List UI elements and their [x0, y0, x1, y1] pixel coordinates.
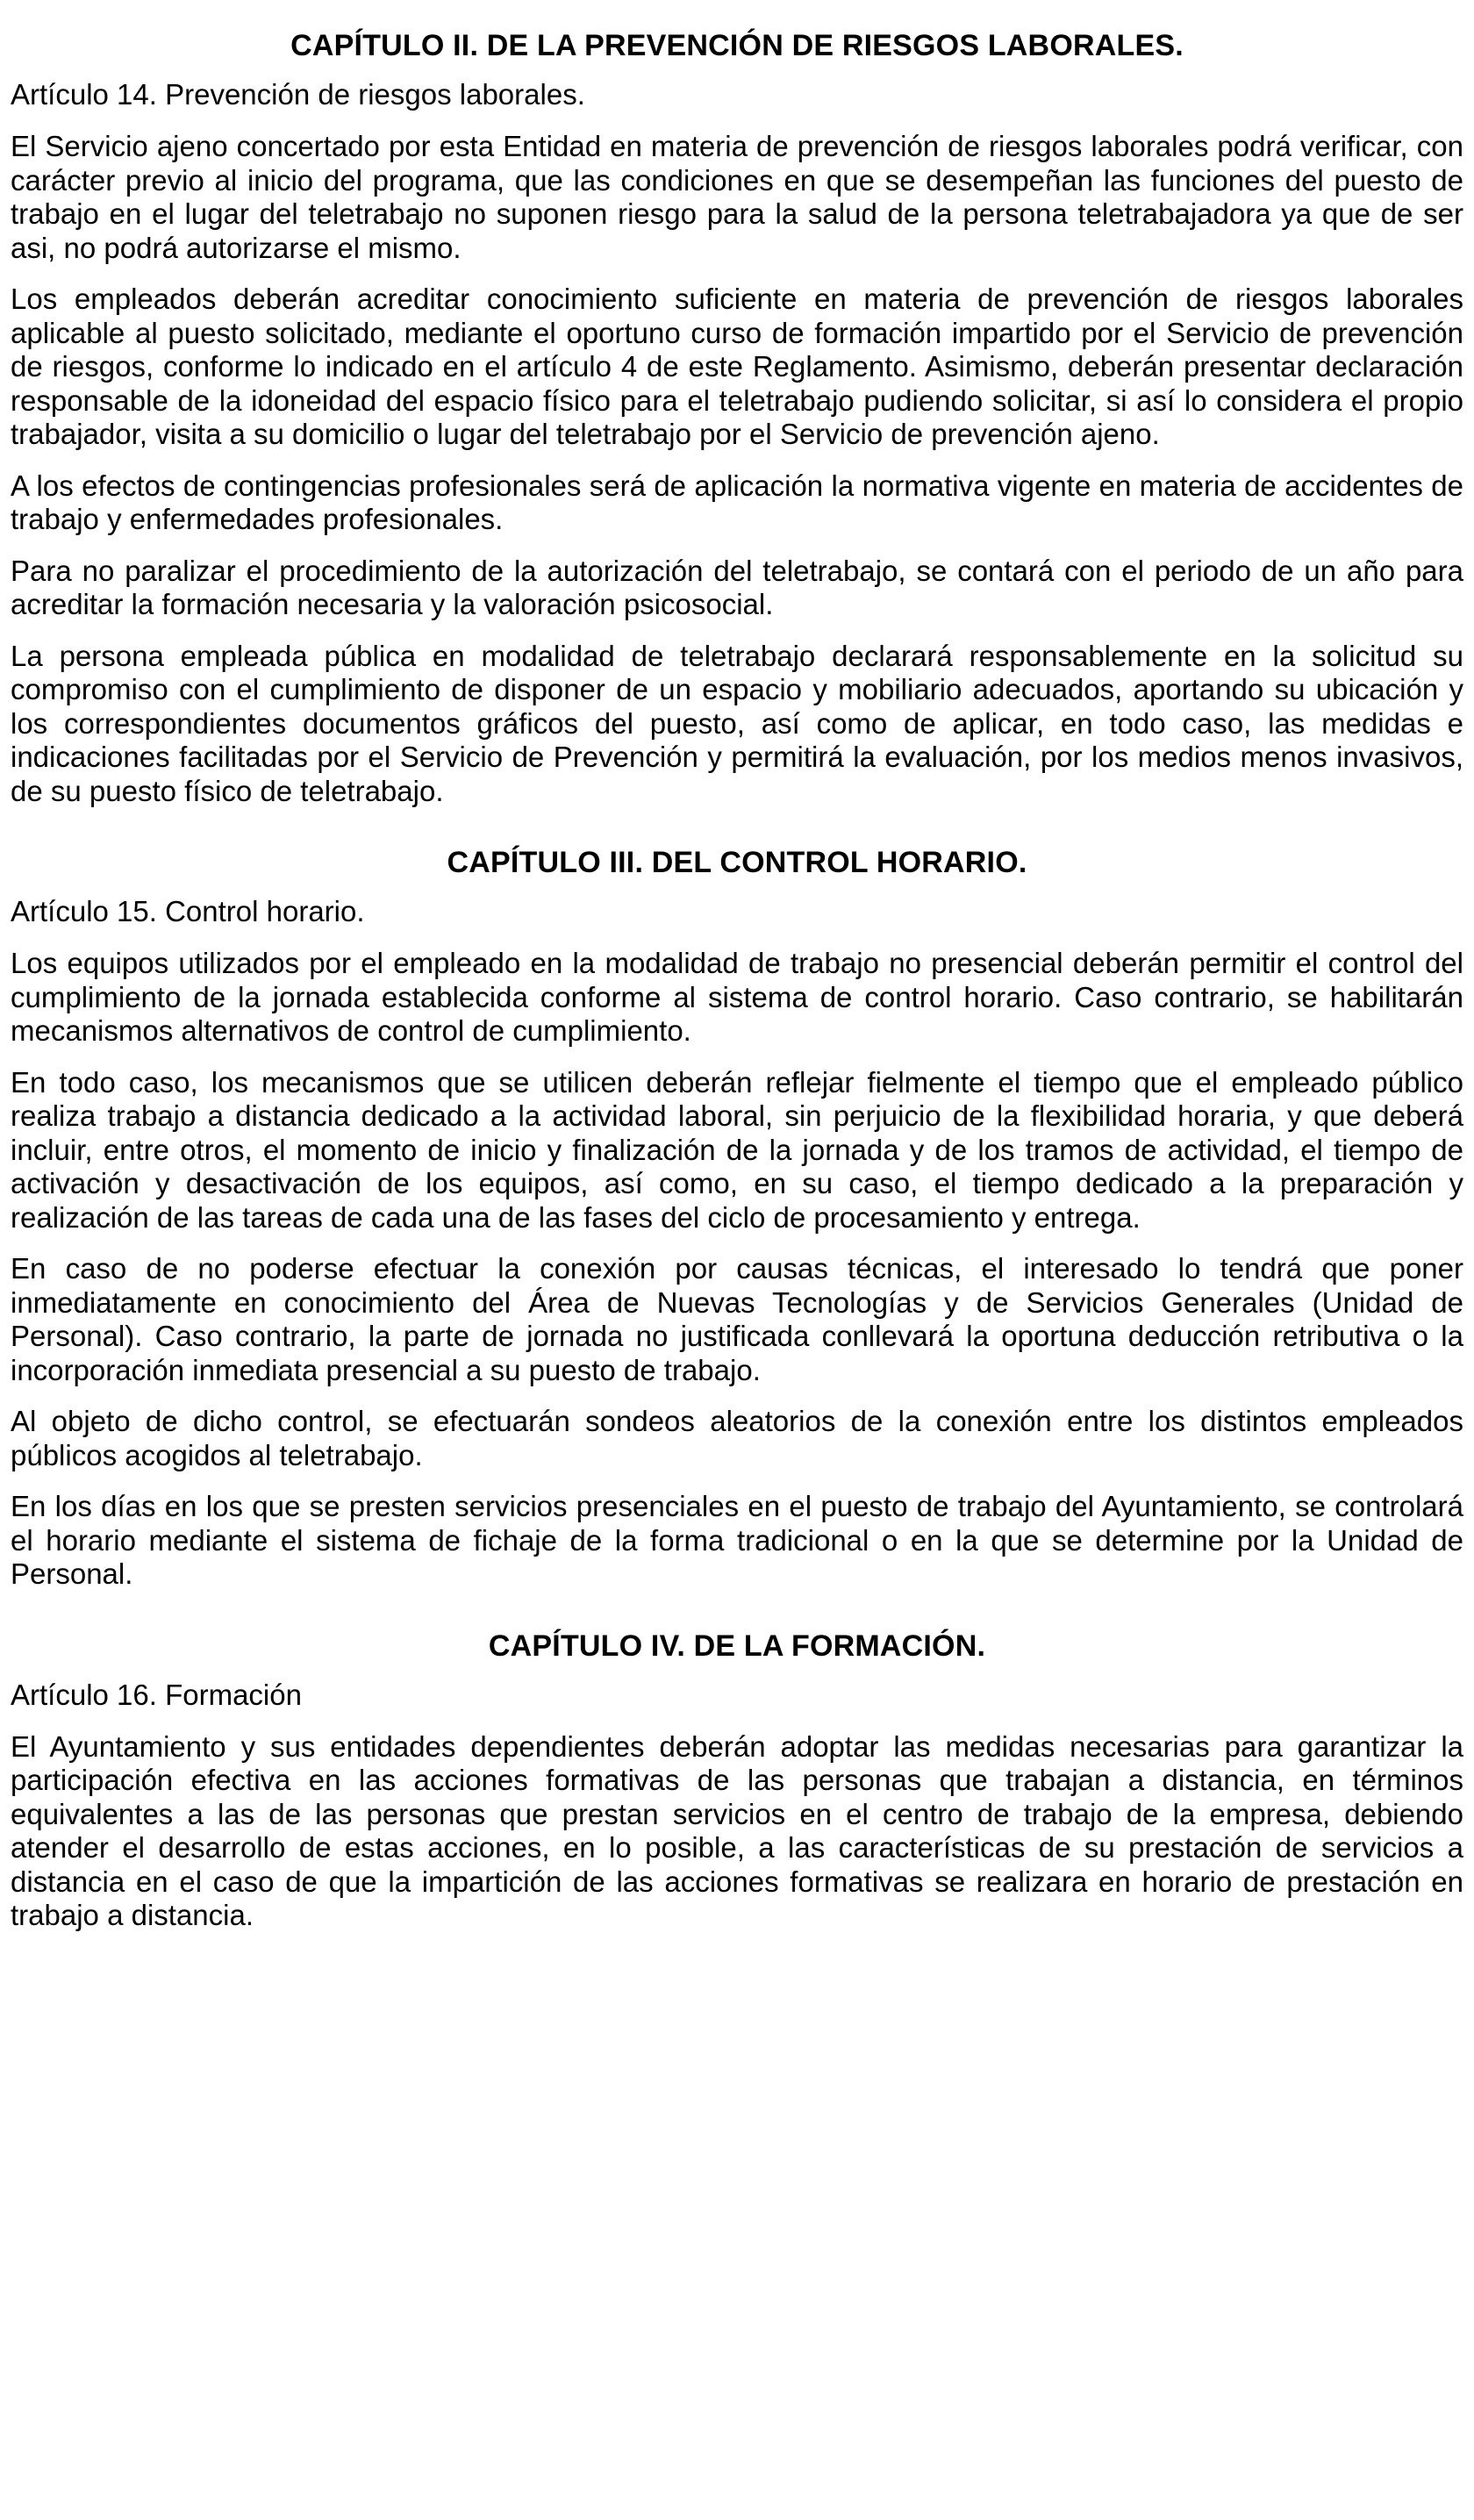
paragraph: Los equipos utilizados por el empleado en la modalidad de trabajo no presencial deberán permitir el control del cumplimiento de la jornada establecida conforme al sistema de control horario. Caso contrario, se habilitarán mecanismos alternativos de control de cumplimiento.: [11, 947, 1463, 1047]
chapter-iv-section: [11, 1629, 1463, 1933]
paragraph: El Servicio ajeno concertado por esta Entidad en materia de prevención de riesgos laborales podrá verificar, con carácter previo al inicio del programa, que las condiciones en que se desempeñan las funciones del puesto de trabajo en el lugar del teletrabajo no suponen riesgo para la salud de la persona teletrabajadora ya que de ser asi, no podrá autorizarse el mismo.: [11, 130, 1463, 264]
chapter-heading: CAPÍTULO III. DEL CONTROL HORARIO.: [447, 846, 1027, 879]
chapter-ii-section: [11, 28, 1463, 808]
chapter-iii-section: [11, 845, 1463, 1592]
paragraph: En todo caso, los mecanismos que se utilicen deberán reflejar fielmente el tiempo que el empleado público realiza trabajo a distancia dedicado a la actividad laboral, sin perjuicio de la flexibilidad horaria, y que deberá incluir, entre otros, el momento de inicio y finalización de la jornada y de los tramos de actividad, el tiempo de activación y desactivación de los equipos, así como, en su caso, el tiempo dedicado a la preparación y realización de las tareas de cada una de las fases del ciclo de procesamiento y entrega.: [11, 1065, 1463, 1234]
paragraph: Al objeto de dicho control, se efectuarán sondeos aleatorios de la conexión entre los distintos empleados públicos acogidos al teletrabajo.: [11, 1405, 1463, 1471]
paragraph: Para no paralizar el procedimiento de la autorización del teletrabajo, se contará con el periodo de un año para acreditar la formación necesaria y la valoración psicosocial.: [11, 554, 1463, 620]
paragraph: A los efectos de contingencias profesionales será de aplicación la normativa vigente en materia de accidentes de trabajo y enfermedades profesionales.: [11, 469, 1463, 535]
paragraph: En los días en los que se presten servicios presenciales en el puesto de trabajo del Ayuntamiento, se controlará el horario mediante el sistema de fichaje de la forma tradicional o en la que se determine por la Unidad de Personal.: [11, 1490, 1463, 1590]
paragraph: En caso de no poderse efectuar la conexión por causas técnicas, el interesado lo tendrá que poner inmediatamente en conocimiento del Área de Nuevas Tecnologías y de Servicios Generales (Unidad de Personal). Caso contrario, la parte de jornada no justificada conllevará la oportuna deducción retributiva o la incorporación inmediata presencial a su puesto de trabajo.: [11, 1252, 1463, 1386]
article-title: Artículo 14. Prevención de riesgos laborales.: [11, 78, 585, 111]
article-title: Artículo 15. Control horario.: [11, 895, 365, 927]
paragraph: El Ayuntamiento y sus entidades dependientes deberán adoptar las medidas necesarias para garantizar la participación efectiva en las acciones formativas de las personas que trabajan a distancia, en términos equivalentes a las de las personas que prestan servicios en el centro de trabajo de la empresa, debiendo atender el desarrollo de estas acciones, en lo posible, a las características de su prestación de servicios a distancia en el caso de que la impartición de las acciones formativas se realizara en horario de prestación en trabajo a distancia.: [11, 1729, 1463, 1931]
chapter-heading: CAPÍTULO IV. DE LA FORMACIÓN.: [488, 1629, 986, 1663]
article-title: Artículo 16. Formación: [11, 1678, 302, 1711]
document-page: [11, 28, 1463, 1951]
paragraph: La persona empleada pública en modalidad de teletrabajo declarará responsablemente en la solicitud su compromiso con el cumplimiento de disponer de un espacio y mobiliario adecuados, aportando su ubicación y los correspondientes documentos gráficos del puesto, así como de aplicar, en todo caso, las medidas e indicaciones facilitadas por el Servicio de Prevención y permitirá la evaluación, por los medios menos invasivos, de su puesto físico de teletrabajo.: [11, 639, 1463, 807]
chapter-heading: CAPÍTULO II. DE LA PREVENCIÓN DE RIESGOS LABORALES.: [290, 29, 1184, 62]
paragraph: Los empleados deberán acreditar conocimiento suficiente en materia de prevención de riesgos laborales aplicable al puesto solicitado, mediante el oportuno curso de formación impartido por el Servicio de prevención de riesgos, conforme lo indicado en el artículo 4 de este Reglamento. Asimismo, deberán presentar declaración responsable de la idoneidad del espacio físico para el teletrabajo pudiendo solicitar, si así lo considera el propio trabajador, visita a su domicilio o lugar del teletrabajo por el Servicio de prevención ajeno.: [11, 283, 1463, 450]
